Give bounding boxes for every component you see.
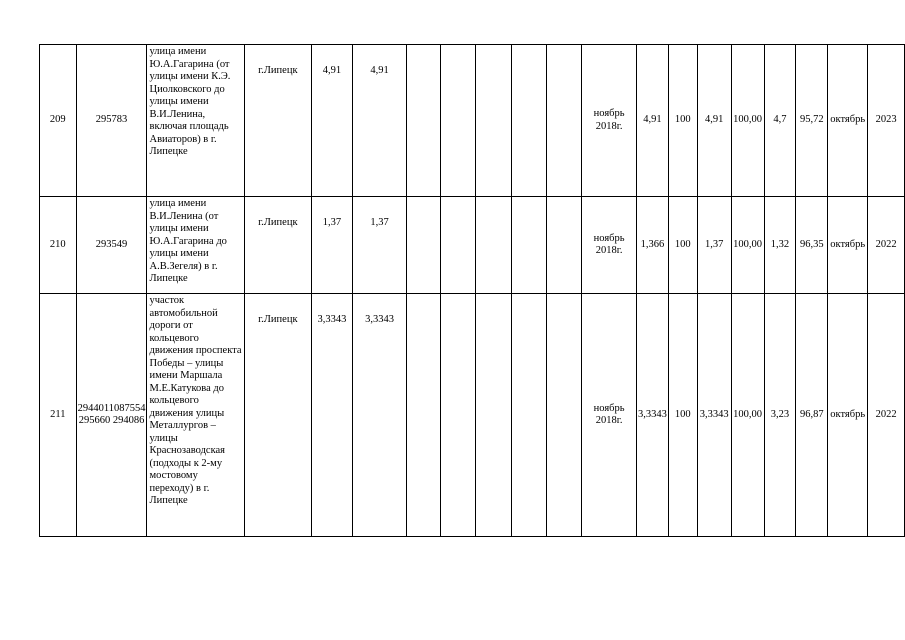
empty-cell <box>441 294 476 537</box>
value-3: 4,91 <box>697 45 731 197</box>
length-a: 4,91 <box>353 45 407 197</box>
empty-cell <box>547 197 582 294</box>
road-name: участок автомобильной дороги от кольцевого движения проспекта Победы – улицы имени Маршала М.Е.Катукова до кольцевого движения улицы Металлургов – улицы Краснозаводская (подходы к 2-му мостовому переходу) в г. Липецке <box>147 294 245 537</box>
row-number: 211 <box>40 294 77 537</box>
month: октябрь <box>828 294 868 537</box>
empty-cell <box>511 294 546 537</box>
month: октябрь <box>828 45 868 197</box>
value-4: 100,00 <box>731 197 764 294</box>
empty-cell <box>476 294 511 537</box>
value-4: 100,00 <box>731 45 764 197</box>
road-code: 2944011087554 295660 294086 <box>76 294 147 537</box>
empty-cell <box>476 197 511 294</box>
length-total: 1,37 <box>311 197 353 294</box>
table-row <box>40 45 905 197</box>
empty-cell <box>406 45 440 197</box>
date: ноябрь 2018г. <box>582 45 637 197</box>
city: г.Липецк <box>245 197 311 294</box>
road-name: улица имени В.И.Ленина (от улицы имени Ю.А.Гагарина до улицы имени А.В.Зегеля) в г. Липецке <box>147 197 245 294</box>
value-1: 4,91 <box>636 45 668 197</box>
road-code: 293549 <box>76 197 147 294</box>
empty-cell <box>441 45 476 197</box>
year: 2023 <box>868 45 905 197</box>
year: 2022 <box>868 294 905 537</box>
value-3: 3,3343 <box>697 294 731 537</box>
length-total: 4,91 <box>311 45 353 197</box>
empty-cell <box>547 294 582 537</box>
value-6: 96,87 <box>796 294 828 537</box>
table-row <box>40 294 905 537</box>
date: ноябрь 2018г. <box>582 197 637 294</box>
city: г.Липецк <box>245 45 311 197</box>
value-5: 1,32 <box>764 197 796 294</box>
table-row <box>40 197 905 294</box>
value-6: 96,35 <box>796 197 828 294</box>
date: ноябрь 2018г. <box>582 294 637 537</box>
empty-cell <box>476 45 511 197</box>
value-1: 3,3343 <box>636 294 668 537</box>
month: октябрь <box>828 197 868 294</box>
value-5: 3,23 <box>764 294 796 537</box>
length-total: 3,3343 <box>311 294 353 537</box>
value-2: 100 <box>668 197 697 294</box>
year: 2022 <box>868 197 905 294</box>
length-a: 3,3343 <box>353 294 407 537</box>
value-4: 100,00 <box>731 294 764 537</box>
value-2: 100 <box>668 294 697 537</box>
road-name: улица имени Ю.А.Гагарина (от улицы имени К.Э. Циолковского до улицы имени В.И.Ленина, включая площадь Авиаторов) в г. Липецке <box>147 45 245 197</box>
value-2: 100 <box>668 45 697 197</box>
value-3: 1,37 <box>697 197 731 294</box>
length-a: 1,37 <box>353 197 407 294</box>
empty-cell <box>511 197 546 294</box>
empty-cell <box>441 197 476 294</box>
empty-cell <box>406 294 440 537</box>
city: г.Липецк <box>245 294 311 537</box>
row-number: 209 <box>40 45 77 197</box>
row-number: 210 <box>40 197 77 294</box>
value-1: 1,366 <box>636 197 668 294</box>
empty-cell <box>406 197 440 294</box>
road-code: 295783 <box>76 45 147 197</box>
empty-cell <box>547 45 582 197</box>
value-6: 95,72 <box>796 45 828 197</box>
value-5: 4,7 <box>764 45 796 197</box>
roads-table <box>39 44 905 537</box>
empty-cell <box>511 45 546 197</box>
